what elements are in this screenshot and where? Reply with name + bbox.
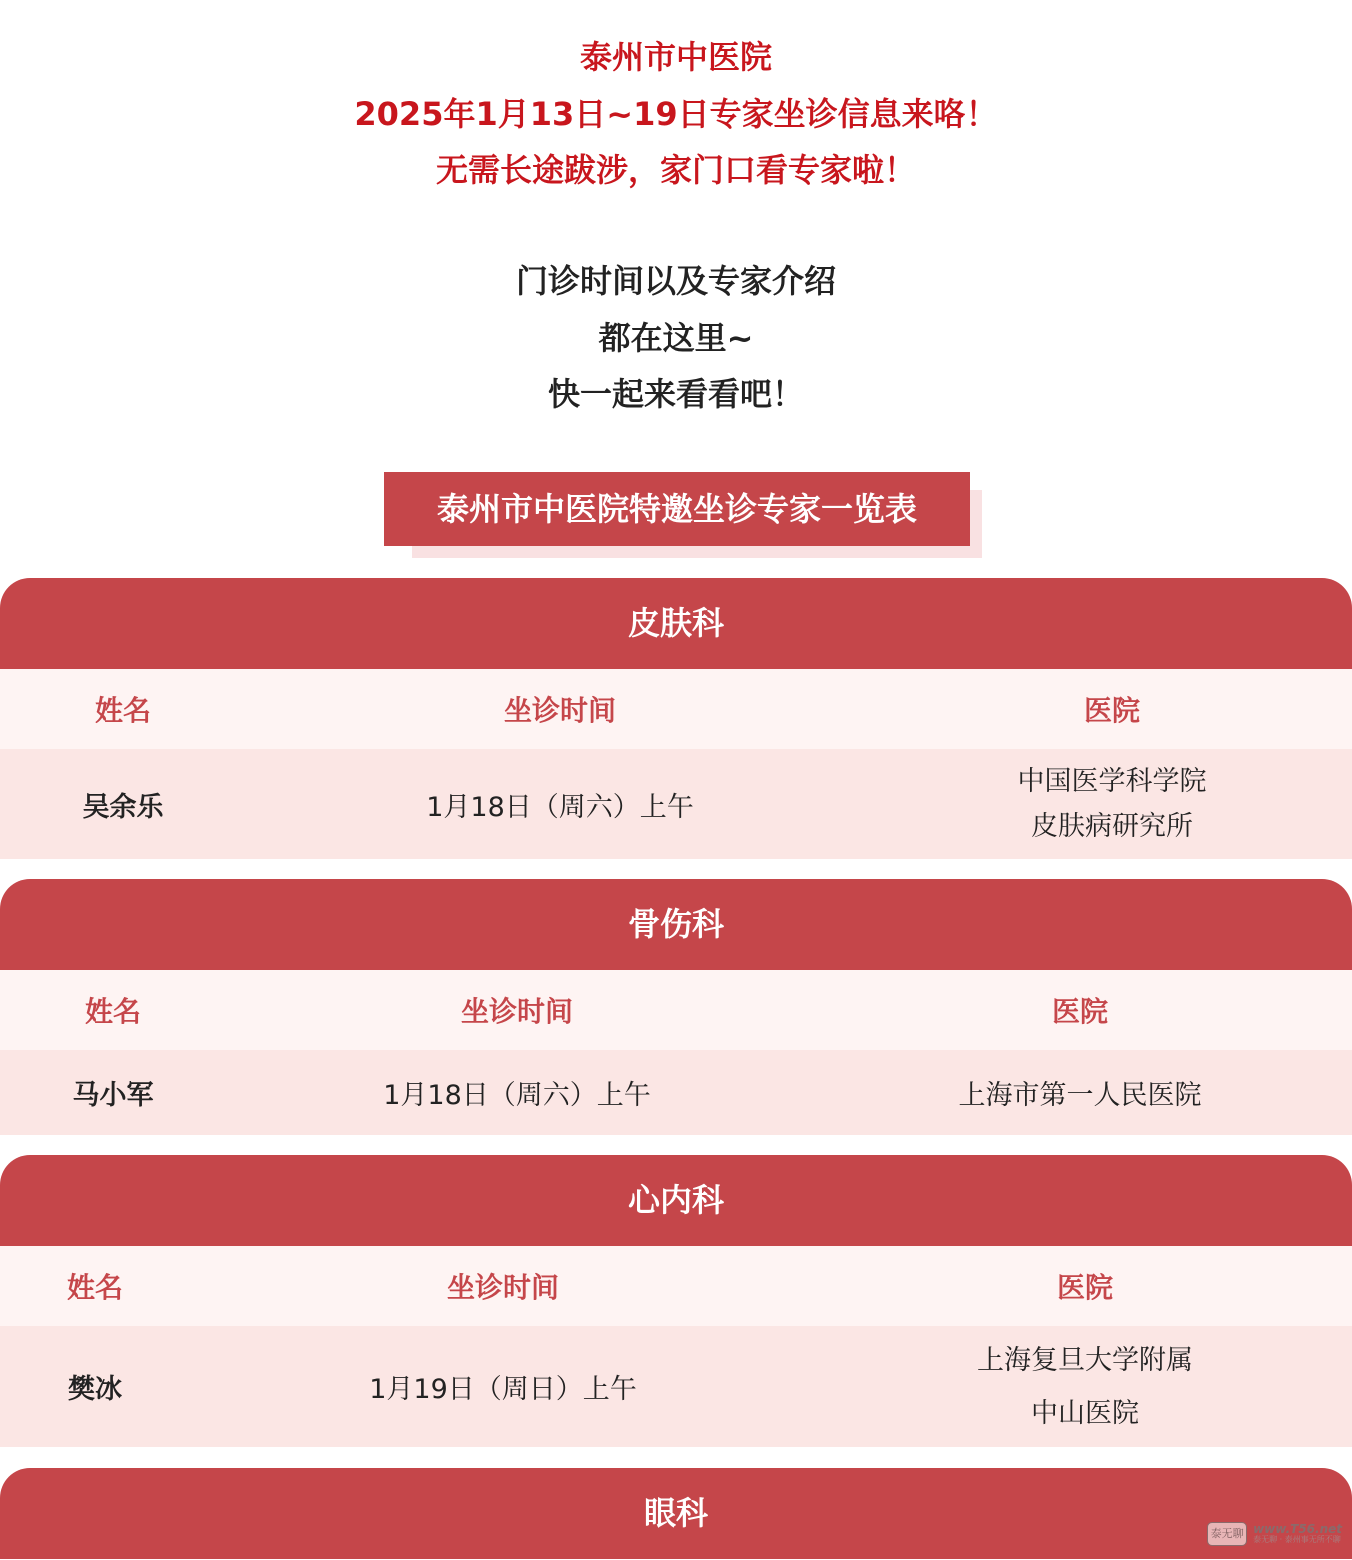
- doctor-name: 樊冰: [68, 1374, 122, 1405]
- hospital-line: 皮肤病研究所: [1031, 811, 1193, 842]
- column-header-row: [0, 669, 1352, 749]
- site-watermark: [1207, 1522, 1342, 1546]
- column-header-hospital: 医院: [1051, 995, 1108, 1028]
- list-title-banner: 泰州市中医院特邀坐诊专家一览表: [384, 472, 970, 546]
- column-header-time: 坐诊时间: [446, 1271, 559, 1304]
- table-row: [0, 1050, 1352, 1135]
- department-section-dermatology: [0, 578, 1352, 859]
- clinic-time: 1月18日（周六）上午: [383, 1080, 651, 1111]
- department-section-cardiology: [0, 1155, 1352, 1447]
- column-header-row: [0, 970, 1352, 1050]
- department-title: 眼科: [0, 1468, 1352, 1559]
- department-title: 骨伤科: [0, 879, 1352, 970]
- intro-line-2: 都在这里~: [598, 319, 754, 357]
- hospital-cell: [880, 1050, 1280, 1135]
- column-header-time: 坐诊时间: [460, 995, 573, 1028]
- hospital-cell: [885, 1326, 1285, 1447]
- intro-line-3: 快一起来看看吧！: [547, 375, 804, 413]
- intro-line-1: 门诊时间以及专家介绍: [515, 262, 836, 300]
- table-row: [0, 1326, 1352, 1447]
- column-header-name: 姓名: [66, 1271, 123, 1304]
- column-header-name: 姓名: [94, 694, 151, 727]
- column-header-hospital: 医院: [1056, 1271, 1113, 1304]
- intro-hospital-name: 泰州市中医院: [579, 38, 772, 76]
- department-title: 皮肤科: [0, 578, 1352, 669]
- doctor-name: 马小军: [72, 1080, 154, 1111]
- hospital-line: 上海复旦大学附属: [977, 1344, 1193, 1376]
- watermark-logo: 泰无聊: [1207, 1522, 1247, 1546]
- intro-slogan: 无需长途跋涉，家门口看专家啦！: [435, 151, 916, 189]
- clinic-time: 1月19日（周日）上午: [369, 1374, 637, 1405]
- clinic-time: 1月18日（周六）上午: [426, 791, 694, 823]
- column-header-time: 坐诊时间: [503, 694, 616, 727]
- intro-date-headline: 2025年1月13日~19日专家坐诊信息来咯！: [354, 95, 998, 133]
- hospital-line: 上海市第一人民医院: [958, 1080, 1202, 1111]
- column-header-hospital: 医院: [1083, 694, 1140, 727]
- department-section-orthopedics: [0, 879, 1352, 1135]
- hospital-line: 中山医院: [1031, 1397, 1139, 1429]
- doctor-name: 吴余乐: [82, 791, 164, 823]
- hospital-line: 中国医学科学院: [1017, 766, 1207, 797]
- hospital-cell: [912, 749, 1312, 859]
- department-section-ophthalmology: [0, 1468, 1352, 1559]
- watermark-url: www.T56.net: [1253, 1522, 1342, 1536]
- table-row: [0, 749, 1352, 859]
- watermark-slogan: 泰无聊 · 泰州事无所不聊: [1253, 1535, 1341, 1545]
- department-title: 心内科: [0, 1155, 1352, 1246]
- watermark-text: [1253, 1523, 1342, 1545]
- column-header-name: 姓名: [84, 995, 141, 1028]
- column-header-row: [0, 1246, 1352, 1326]
